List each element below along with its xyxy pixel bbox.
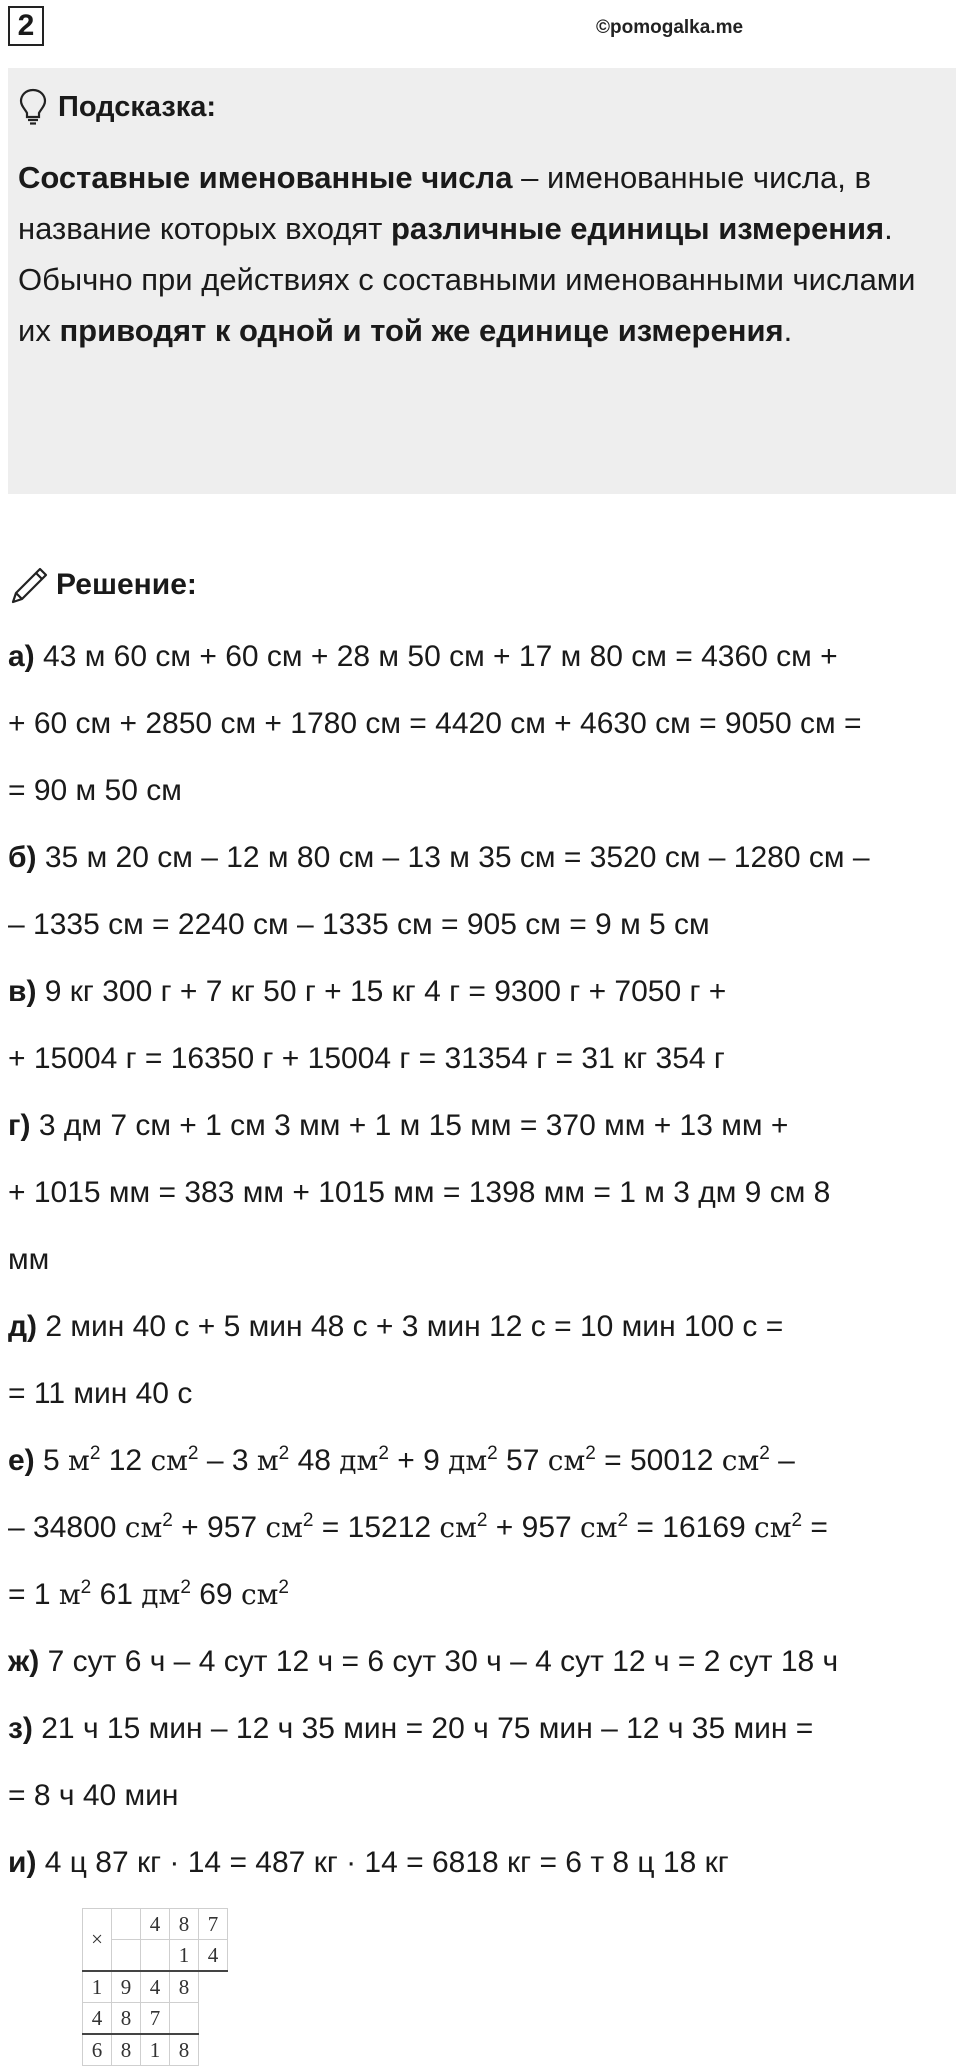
line-text: = 90 м 50 см bbox=[8, 774, 182, 807]
exponent: 2 bbox=[278, 1443, 290, 1464]
line-text: 9 кг 300 г + 7 кг 50 г + 15 кг 4 г = 9300 г + 7050 г + bbox=[36, 975, 727, 1008]
number: + 957 bbox=[487, 1511, 581, 1544]
exponent: 2 bbox=[278, 1577, 289, 1598]
number: 61 bbox=[91, 1578, 142, 1611]
line-text: = 8 ч 40 мин bbox=[8, 1779, 179, 1812]
item-label: в) bbox=[8, 975, 37, 1008]
solution-line bbox=[8, 1168, 953, 1235]
line-text: + 60 см + 2850 см + 1780 см = 4420 см + 4630 см = 9050 см = bbox=[8, 707, 862, 740]
number: 57 bbox=[497, 1444, 548, 1477]
unit: м bbox=[256, 1444, 279, 1477]
line-text: 7 сут 6 ч – 4 сут 12 ч = 6 сут 30 ч – 4 сут 12 ч = 2 сут 18 ч bbox=[39, 1645, 839, 1678]
item-label: г) bbox=[8, 1109, 31, 1142]
solution-line bbox=[8, 1235, 953, 1302]
line-text: + 15004 г = 16350 г + 15004 г = 31354 г = 31 кг 354 г bbox=[8, 1042, 725, 1075]
hint-text-part: . bbox=[783, 313, 793, 348]
digit-cell: 8 bbox=[112, 2003, 141, 2035]
item-label: д) bbox=[8, 1310, 38, 1343]
number: = 16169 bbox=[628, 1511, 755, 1544]
digit-cell bbox=[170, 2003, 199, 2035]
digit-cell bbox=[141, 1940, 170, 1972]
line-text: 43 м 60 см + 60 см + 28 м 50 см + 17 м 80 см = 4360 см + bbox=[34, 640, 838, 673]
solution-line bbox=[8, 1838, 953, 1905]
exponent: 2 bbox=[759, 1443, 770, 1464]
solution-line bbox=[8, 632, 953, 699]
number: + 9 bbox=[388, 1444, 449, 1477]
hint-text bbox=[18, 152, 938, 356]
exponent: 2 bbox=[162, 1510, 173, 1531]
exponent: 2 bbox=[378, 1443, 389, 1464]
number: 48 bbox=[289, 1444, 340, 1477]
digit-cell: 7 bbox=[141, 2003, 170, 2035]
line-text: 3 дм 7 см + 1 см 3 мм + 1 м 15 мм = 370 мм + 13 мм + bbox=[30, 1109, 789, 1142]
solution-line bbox=[8, 699, 953, 766]
unit: см bbox=[240, 1578, 279, 1611]
exponent: 2 bbox=[302, 1510, 314, 1531]
item-label: е) bbox=[8, 1444, 35, 1477]
solution-lines bbox=[8, 632, 953, 1905]
exponent: 2 bbox=[180, 1577, 191, 1598]
solution-header bbox=[10, 565, 197, 605]
line-text: + 1015 мм = 383 мм + 1015 мм = 1398 мм = 1 м 3 дм 9 см 8 bbox=[8, 1176, 831, 1209]
hint-text-part: Обычно при действиях с составными именованными числами их bbox=[18, 262, 916, 348]
exponent: 2 bbox=[585, 1443, 596, 1464]
solution-line bbox=[8, 1570, 953, 1637]
hint-text-part: . bbox=[884, 211, 893, 246]
number: = 15212 bbox=[313, 1511, 440, 1544]
number: – 34800 bbox=[8, 1511, 125, 1544]
line-text: 2 мин 40 с + 5 мин 48 с + 3 мин 12 с = 10 мин 100 с = bbox=[37, 1310, 784, 1343]
column-multiplication bbox=[82, 1908, 228, 2066]
digit-cell: 1 bbox=[83, 1971, 112, 2003]
solution-line bbox=[8, 1771, 953, 1838]
digit-cell bbox=[112, 1940, 141, 1972]
unit: дм bbox=[448, 1444, 488, 1477]
digit-cell: 8 bbox=[170, 1909, 199, 1940]
solution-line bbox=[8, 833, 953, 900]
pencil-icon bbox=[10, 565, 50, 605]
lightbulb-icon bbox=[18, 88, 48, 126]
digit-cell: 4 bbox=[199, 1940, 228, 1972]
solution-line bbox=[8, 1637, 953, 1704]
digit-cell: 4 bbox=[83, 2003, 112, 2035]
solution-line bbox=[8, 1302, 953, 1369]
hint-header bbox=[18, 78, 946, 136]
digit-cell: 8 bbox=[170, 2034, 199, 2066]
exponent: 2 bbox=[187, 1443, 199, 1464]
task-number: 2 bbox=[8, 6, 44, 46]
digit-cell: 8 bbox=[170, 1971, 199, 2003]
number: = 1 bbox=[8, 1578, 59, 1611]
hint-title: Подсказка: bbox=[58, 90, 217, 123]
solution-title: Решение: bbox=[56, 568, 197, 601]
solution-line bbox=[8, 1436, 953, 1503]
digit-cell: 6 bbox=[83, 2034, 112, 2066]
solution-line bbox=[8, 967, 953, 1034]
unit: см bbox=[547, 1444, 586, 1477]
number: + 957 bbox=[172, 1511, 266, 1544]
solution-line bbox=[8, 1034, 953, 1101]
line-text: мм bbox=[8, 1243, 50, 1276]
digit-cell: 4 bbox=[141, 1971, 170, 2003]
unit: см bbox=[124, 1511, 163, 1544]
hint-text-part: – именованные числа, в название которых входят bbox=[18, 160, 871, 246]
item-label: з) bbox=[8, 1712, 33, 1745]
number: 12 bbox=[100, 1444, 151, 1477]
number: 69 bbox=[190, 1578, 241, 1611]
unit: см bbox=[754, 1511, 792, 1544]
digit-cell: 7 bbox=[199, 1909, 228, 1940]
unit: см bbox=[721, 1444, 760, 1477]
hint-bold-phrase: приводят к одной и той же единице измерения bbox=[59, 313, 784, 348]
exponent: 2 bbox=[791, 1510, 803, 1531]
unit: м bbox=[58, 1578, 81, 1611]
solution-line bbox=[8, 900, 953, 967]
exponent: 2 bbox=[476, 1510, 488, 1531]
digit-cell: 1 bbox=[170, 1940, 199, 1972]
unit: дм bbox=[339, 1444, 379, 1477]
exponent: 2 bbox=[89, 1443, 101, 1464]
item-label: ж) bbox=[8, 1645, 40, 1678]
line-text: 4 ц 87 кг · 14 = 487 кг · 14 = 6818 кг = 6 т 8 ц 18 кг bbox=[36, 1846, 729, 1879]
line-text: 35 м 20 см – 12 м 80 см – 13 м 35 см = 3520 см – 1280 см – bbox=[36, 841, 870, 874]
number: – bbox=[769, 1444, 795, 1477]
exponent: 2 bbox=[487, 1443, 498, 1464]
number: = bbox=[802, 1511, 828, 1544]
line-text: 21 ч 15 мин – 12 ч 35 мин = 20 ч 75 мин – 12 ч 35 мин = bbox=[32, 1712, 814, 1745]
number: 5 bbox=[34, 1444, 69, 1477]
unit: см bbox=[580, 1511, 618, 1544]
unit: дм bbox=[141, 1578, 181, 1611]
solution-line bbox=[8, 1369, 953, 1436]
hint-bold-phrase: различные единицы измерения bbox=[390, 211, 885, 246]
line-text: – 1335 см = 2240 см – 1335 см = 905 см = 9 м 5 см bbox=[8, 908, 710, 941]
calc-row bbox=[83, 1909, 228, 1940]
hint-box bbox=[8, 68, 956, 494]
unit: см bbox=[150, 1444, 188, 1477]
digit-cell: 4 bbox=[141, 1909, 170, 1940]
number: – 3 bbox=[198, 1444, 257, 1477]
calc-row bbox=[83, 1971, 228, 2003]
line-text: = 11 мин 40 с bbox=[8, 1377, 193, 1410]
item-label: а) bbox=[8, 640, 35, 673]
multiply-sign: × bbox=[83, 1909, 112, 1972]
solution-line bbox=[8, 766, 953, 833]
digit-cell: 9 bbox=[112, 1971, 141, 2003]
digit-cell: 8 bbox=[112, 2034, 141, 2066]
item-label: б) bbox=[8, 841, 37, 874]
unit: см bbox=[265, 1511, 303, 1544]
unit: см bbox=[439, 1511, 477, 1544]
unit: м bbox=[68, 1444, 90, 1477]
item-label: и) bbox=[8, 1846, 37, 1879]
solution-line bbox=[8, 1704, 953, 1771]
number: = 50012 bbox=[595, 1444, 722, 1477]
calc-row bbox=[83, 2003, 228, 2035]
solution-line bbox=[8, 1503, 953, 1570]
solution-line bbox=[8, 1101, 953, 1168]
calc-row bbox=[83, 2034, 228, 2066]
exponent: 2 bbox=[80, 1577, 92, 1598]
digit-cell: 1 bbox=[141, 2034, 170, 2066]
site-watermark: ©pomogalka.me bbox=[596, 17, 744, 38]
hint-term: Составные именованные числа bbox=[18, 160, 513, 195]
exponent: 2 bbox=[617, 1510, 629, 1531]
digit-cell bbox=[112, 1909, 141, 1940]
